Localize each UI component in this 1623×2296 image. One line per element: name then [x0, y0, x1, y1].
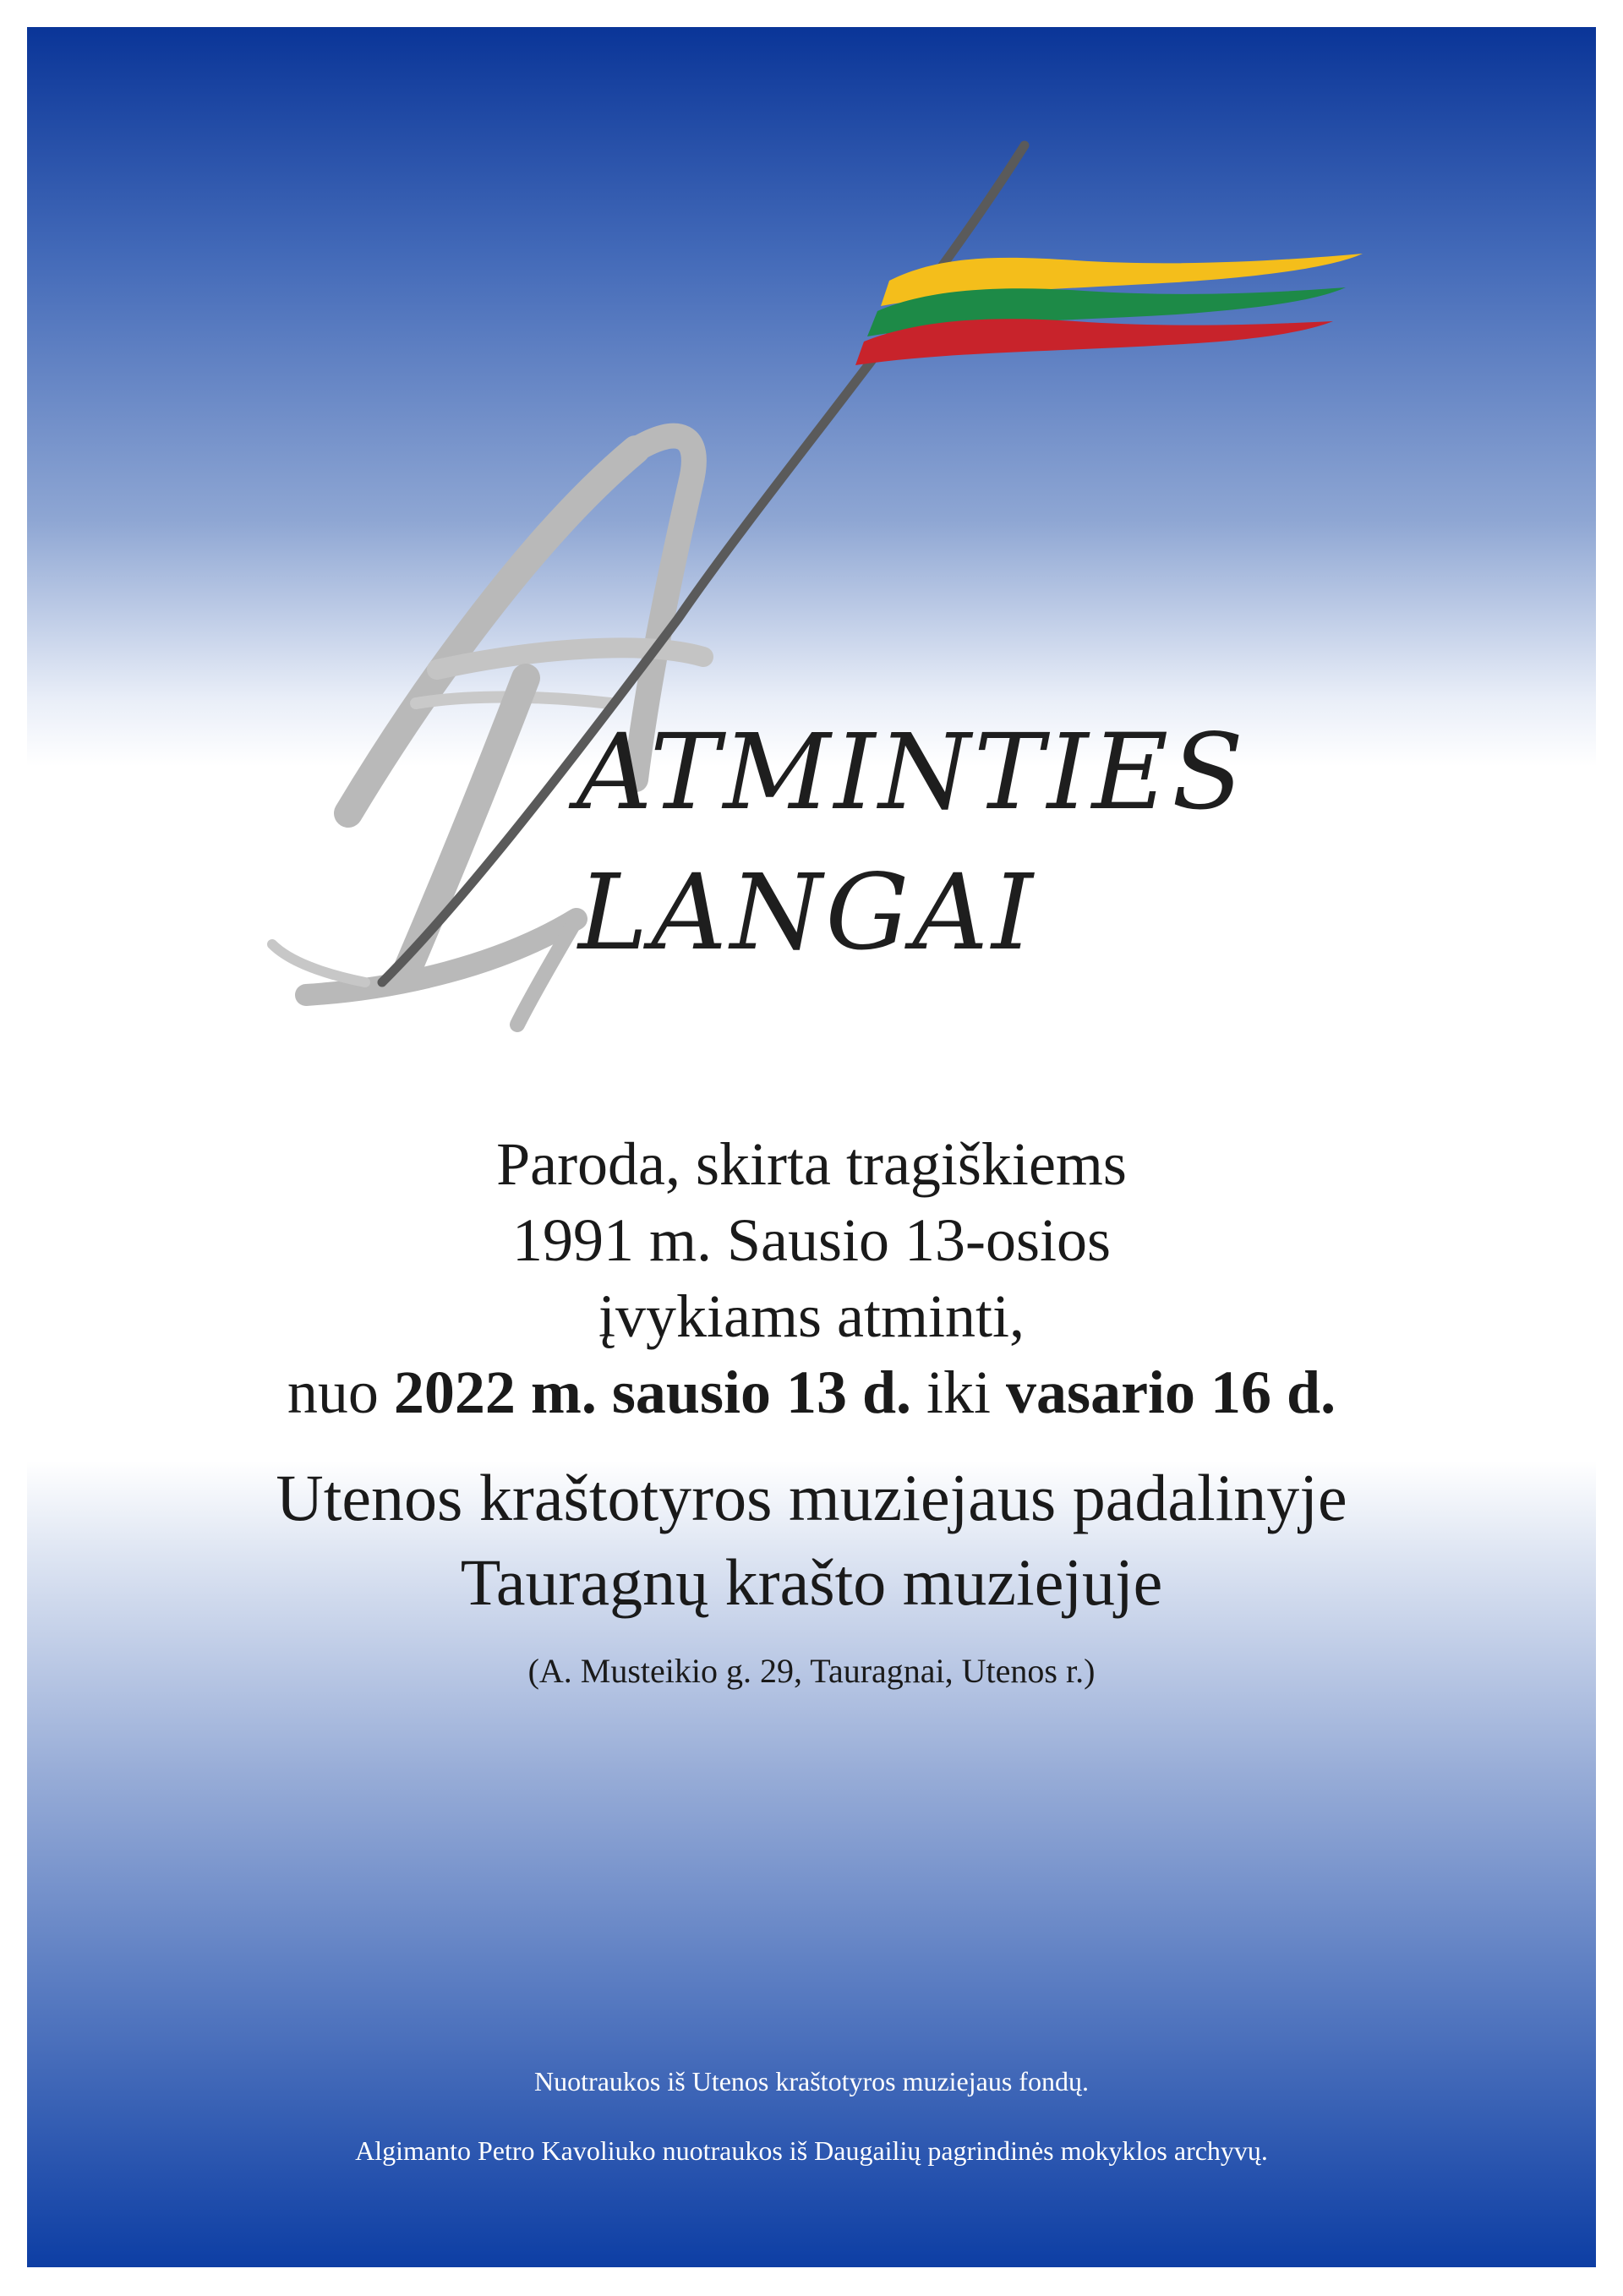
- start-date: 2022 m. sausio 13 d.: [393, 1358, 912, 1426]
- dates-prefix: nuo: [287, 1358, 379, 1426]
- venue-line-1: Utenos kraštotyros muziejaus padalinyje: [276, 1461, 1347, 1534]
- logo-title-line2: LANGAI: [578, 852, 1036, 974]
- flag-stripe-red: [855, 319, 1333, 365]
- description-line-2: 1991 m. Sausio 13-osios: [511, 1206, 1112, 1274]
- exhibition-description: [27, 1126, 1596, 1430]
- poster: [27, 27, 1596, 2267]
- logo-title-line1: ATMINTIES: [577, 712, 1248, 834]
- venue-address: (A. Musteikio g. 29, Tauragnai, Utenos r.): [527, 1652, 1096, 1690]
- dates-middle: iki: [926, 1358, 992, 1426]
- exhibition-dates: [27, 1354, 1596, 1430]
- description-line-3: įvykiams atminti,: [598, 1282, 1025, 1350]
- end-date: vasario 16 d.: [1006, 1358, 1336, 1426]
- venue: [27, 1456, 1596, 1625]
- decorative-letter-l: [272, 678, 577, 1025]
- credit-line-1: Nuotraukos iš Utenos kraštotyros muziejaus fondų.: [534, 2066, 1089, 2096]
- venue-line-2: Tauragnų krašto muziejuje: [460, 1545, 1163, 1619]
- photo-credits: [27, 2064, 1596, 2168]
- credit-line-2: Algimanto Petro Kavoliuko nuotraukos iš Daugailių pagrindinės mokyklos archyvų.: [355, 2135, 1268, 2166]
- exhibition-logo: [27, 27, 1596, 1075]
- description-line-1: Paroda, skirta tragiškiems: [496, 1130, 1127, 1198]
